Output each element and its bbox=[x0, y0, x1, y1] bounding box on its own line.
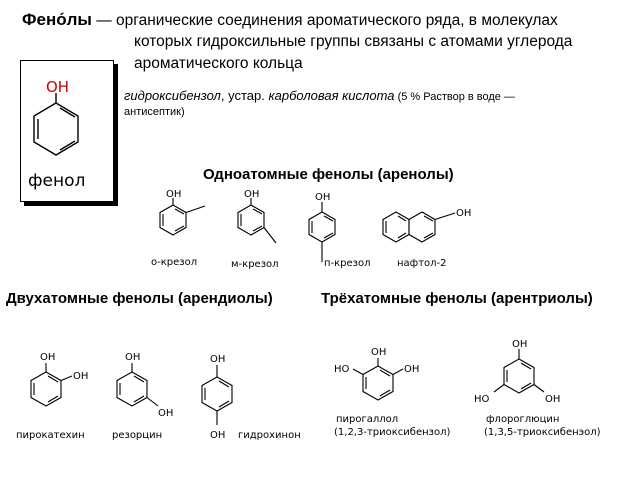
m-cresol-structure bbox=[238, 198, 276, 243]
pyrocatechol-structure bbox=[31, 363, 72, 406]
naphthol-oh: OH bbox=[456, 208, 472, 219]
pyrogallol-oh-top: OH bbox=[371, 347, 387, 358]
pyrogallol-sub-label: (1,2,3-триоксибензол) bbox=[334, 427, 451, 438]
pyrogallol-ho-left: HO bbox=[334, 364, 350, 375]
resorcinol-oh-2: OH bbox=[158, 408, 174, 419]
naphthol-2-structure bbox=[383, 212, 455, 242]
phloroglucinol-sub-label: (1,3,5-триоксибенэол) bbox=[484, 427, 601, 438]
o-cresol-oh: OH bbox=[166, 189, 182, 200]
phenol-structure bbox=[34, 93, 78, 155]
p-cresol-label: п-крезол bbox=[324, 258, 371, 269]
hydroquinone-oh-1: OH bbox=[210, 354, 226, 365]
synonyms-line-2: антисептик) bbox=[124, 106, 185, 118]
hydroquinone-label: гидрохинон bbox=[238, 430, 301, 441]
heading-monohydric: Одноатомные фенолы (аренолы) bbox=[203, 166, 454, 183]
pyrogallol-oh-right: OH bbox=[404, 364, 420, 375]
resorcinol-label: резорцин bbox=[112, 430, 163, 441]
pyrocatechol-oh-1: OH bbox=[40, 352, 56, 363]
synonym-note: (5 % Раствор в воде — bbox=[394, 91, 515, 103]
term-phenols: Фено́лы bbox=[22, 10, 92, 29]
synonym-hydroxybenzene: гидроксибензол bbox=[124, 88, 221, 103]
pyrogallol-label: пирогаллол bbox=[336, 414, 399, 425]
phloroglucinol-oh-right: OH bbox=[545, 394, 561, 405]
pyrocatechol-label: пирокатехин bbox=[16, 430, 85, 441]
phloroglucinol-label: флороглюцин bbox=[486, 414, 560, 425]
phloroglucinol-ho-left: HO bbox=[474, 394, 490, 405]
p-cresol-oh: OH bbox=[315, 192, 331, 203]
phenol-oh-label: OH bbox=[46, 78, 70, 96]
phloroglucinol-oh-top: OH bbox=[512, 339, 528, 350]
pyrocatechol-oh-2: OH bbox=[73, 371, 89, 382]
heading-dihydric: Двухатомные фенолы (арендиолы) bbox=[6, 290, 273, 307]
definition-line-1: — органические соединения ароматического ряда, в молекулах bbox=[91, 12, 558, 29]
resorcinol-oh-1: OH bbox=[125, 352, 141, 363]
resorcinol-structure bbox=[117, 363, 158, 406]
o-cresol-structure bbox=[160, 198, 205, 235]
m-cresol-label: м-крезол bbox=[231, 259, 279, 270]
m-cresol-oh: OH bbox=[244, 189, 260, 200]
synonym-carbolic-acid: карболовая кислота bbox=[268, 88, 395, 103]
phloroglucinol-structure bbox=[494, 349, 544, 393]
phenol-name-label: фенол bbox=[28, 171, 86, 191]
pyrogallol-structure bbox=[353, 358, 403, 400]
hydroquinone-structure bbox=[202, 365, 232, 425]
hydroquinone-oh-2: OH bbox=[210, 430, 226, 441]
o-cresol-label: о-крезол bbox=[151, 257, 198, 268]
p-cresol-structure bbox=[309, 202, 335, 262]
definition-line-2: которых гидроксильные группы связаны с атомами углерода bbox=[134, 33, 573, 50]
definition-line-3: ароматического кольца bbox=[134, 55, 303, 72]
heading-trihydric: Трёхатомные фенолы (арентриолы) bbox=[321, 290, 593, 307]
synonym-separator: , устар. bbox=[220, 88, 269, 103]
naphthol-2-label: нафтол-2 bbox=[397, 258, 447, 269]
